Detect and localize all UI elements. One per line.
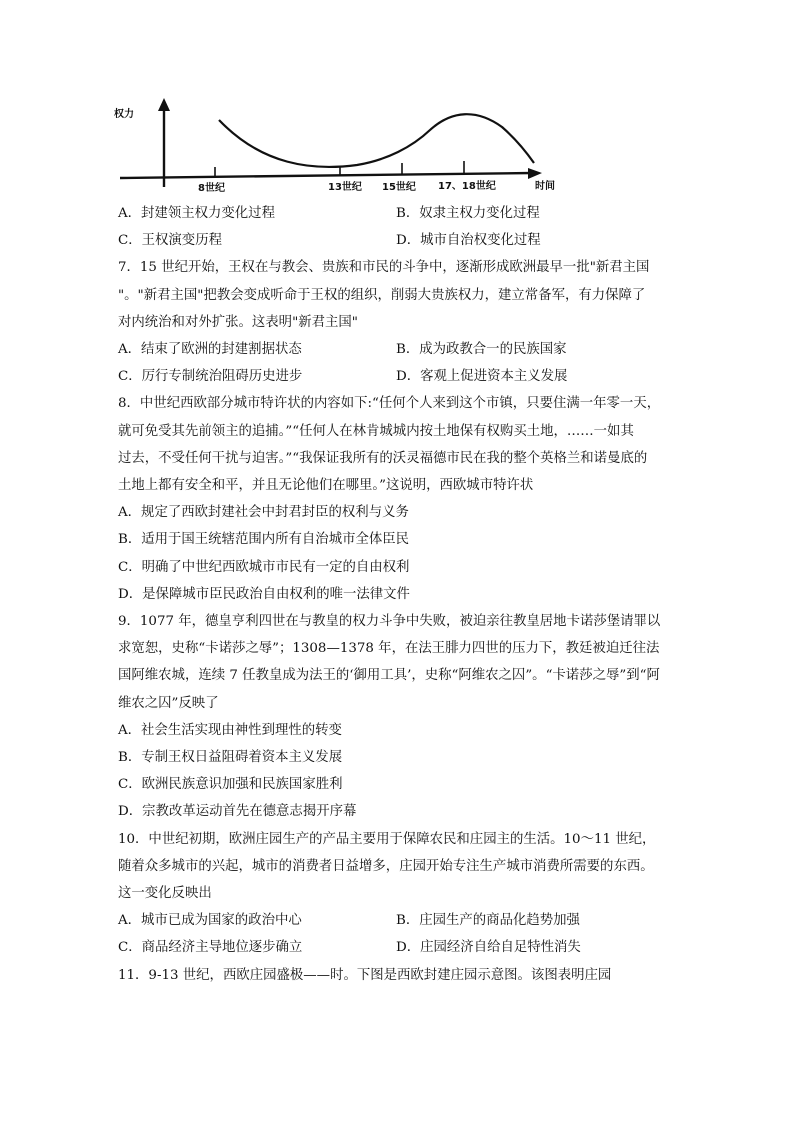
x-axis-label: 时间	[535, 181, 555, 192]
q10-options-row1	[118, 907, 678, 934]
q6-options-row1	[118, 200, 678, 227]
q7-option-d: D．客观上促进资本主义发展	[396, 369, 568, 385]
q8-option-b: B．适用于国王统辖范围内所有自治城市全体臣民	[118, 532, 410, 548]
tick-label-17-18: 17、18世纪	[438, 181, 496, 192]
q9-option-d: D．宗教改革运动首先在德意志揭开序幕	[118, 804, 357, 820]
x-axis-arrow	[528, 168, 542, 179]
y-axis-arrow	[158, 98, 170, 111]
q9-option-b: B．专制王权日益阻碍着资本主义发展	[118, 750, 343, 766]
question-content	[118, 200, 678, 989]
q8-stem-line: 过去，不受任何干扰与迫害。”“我保证我所有的沃灵福德市民在我的整个英格兰和诺曼底的	[118, 450, 648, 466]
power-curve-figure	[112, 95, 555, 195]
power-curve	[219, 114, 534, 167]
q7-option-a: A．结束了欧洲的封建割据状态	[118, 342, 302, 358]
q6-option-c: C．王权演变历程	[118, 233, 222, 249]
tick-label-15: 15世纪	[382, 182, 416, 193]
x-axis	[120, 173, 532, 178]
tick-label-8: 8世纪	[198, 183, 225, 194]
q7-stem-line: "。"新君主国"把教会变成听命于王权的组织，削弱大贵族权力，建立常备军，有力保障了	[118, 287, 646, 303]
q10-option-a: A．城市已成为国家的政治中心	[118, 913, 302, 929]
q6-option-a: A．封建领主权力变化过程	[118, 206, 275, 221]
q8-stem-line: 土地上都有安全和平，并且无论他们在哪里。”这说明，西欧城市特许状	[118, 478, 534, 494]
q9-stem-line: 求宽恕，史称“卡诺莎之辱”；1308—1378 年，在法王腓力四世的压力下，教廷被迫迁往法	[118, 641, 660, 657]
tick-label-13: 13世纪	[328, 182, 362, 193]
q7-stem-line: 对内统治和对外扩张。这表明"新君主国"	[118, 314, 358, 330]
q7-stem-line: 7．15 世纪开始，王权在与教会、贵族和市民的斗争中，逐渐形成欧洲最早一批"新君主国	[118, 260, 650, 276]
q8-stem-line: 就可免受其先前领主的追捕。”“任何人在林肯城城内按土地保有权购买土地，……一如其	[118, 423, 634, 439]
q10-option-b: B．庄园生产的商品化趋势加强	[396, 913, 580, 929]
q10-options-row2	[118, 934, 678, 961]
q7-option-c: C．厉行专制统治阻碍历史进步	[118, 369, 303, 385]
q7-options-row1	[118, 336, 678, 363]
q10-stem-line: 10．中世纪初期，欧洲庄园生产的产品主要用于保障农民和庄园主的生活。10～11 世纪，	[118, 831, 656, 847]
q7-options-row2	[118, 363, 678, 390]
y-axis-label: 权力	[114, 109, 134, 120]
q9-stem-line: 维农之囚”反映了	[118, 695, 219, 711]
q10-stem-line: 这一变化反映出	[118, 886, 212, 902]
q9-option-c: C．欧洲民族意识加强和民族国家胜利	[118, 777, 343, 793]
q11-stem-line: 11．9-13 世纪，西欧庄园盛极——时。下图是西欧封建庄园示意图。该图表明庄园	[118, 967, 612, 983]
q8-option-c: C．明确了中世纪西欧城市市民有一定的自由权利	[118, 559, 410, 575]
power-curve-svg	[112, 95, 555, 195]
q6-option-b: B．奴隶主权力变化过程	[396, 206, 540, 221]
q6-options-row2	[118, 227, 678, 254]
q8-option-d: D．是保障城市臣民政治自由权利的唯一法律文件	[118, 586, 410, 602]
q9-stem-line: 国阿维农城，连续 7 任教皇成为法王的‘御用工具’，史称“阿维农之囚”。“卡诺莎之辱”到“阿	[118, 668, 660, 684]
q10-stem-line: 随着众多城市的兴起，城市的消费者日益增多，庄园开始专注生产城市消费所需要的东西。	[118, 858, 654, 874]
q9-option-a: A．社会生活实现由神性到理性的转变	[118, 722, 342, 738]
q6-option-d: D．城市自治权变化过程	[396, 233, 541, 249]
q10-option-d: D．庄园经济自给自足特性消失	[396, 940, 581, 956]
q10-option-c: C．商品经济主导地位逐步确立	[118, 940, 303, 956]
q9-stem-line: 9．1077 年，德皇亨利四世在与教皇的权力斗争中失败，被迫亲往教皇居地卡诺莎堡请罪以	[118, 614, 661, 630]
q7-option-b: B．成为政教合一的民族国家	[396, 342, 567, 358]
q8-stem-line: 8．中世纪西欧部分城市特许状的内容如下:“任何个人来到这个市镇，只要住满一年零一天，	[118, 396, 661, 412]
q8-option-a: A．规定了西欧封建社会中封君封臣的权利与义务	[118, 505, 409, 521]
